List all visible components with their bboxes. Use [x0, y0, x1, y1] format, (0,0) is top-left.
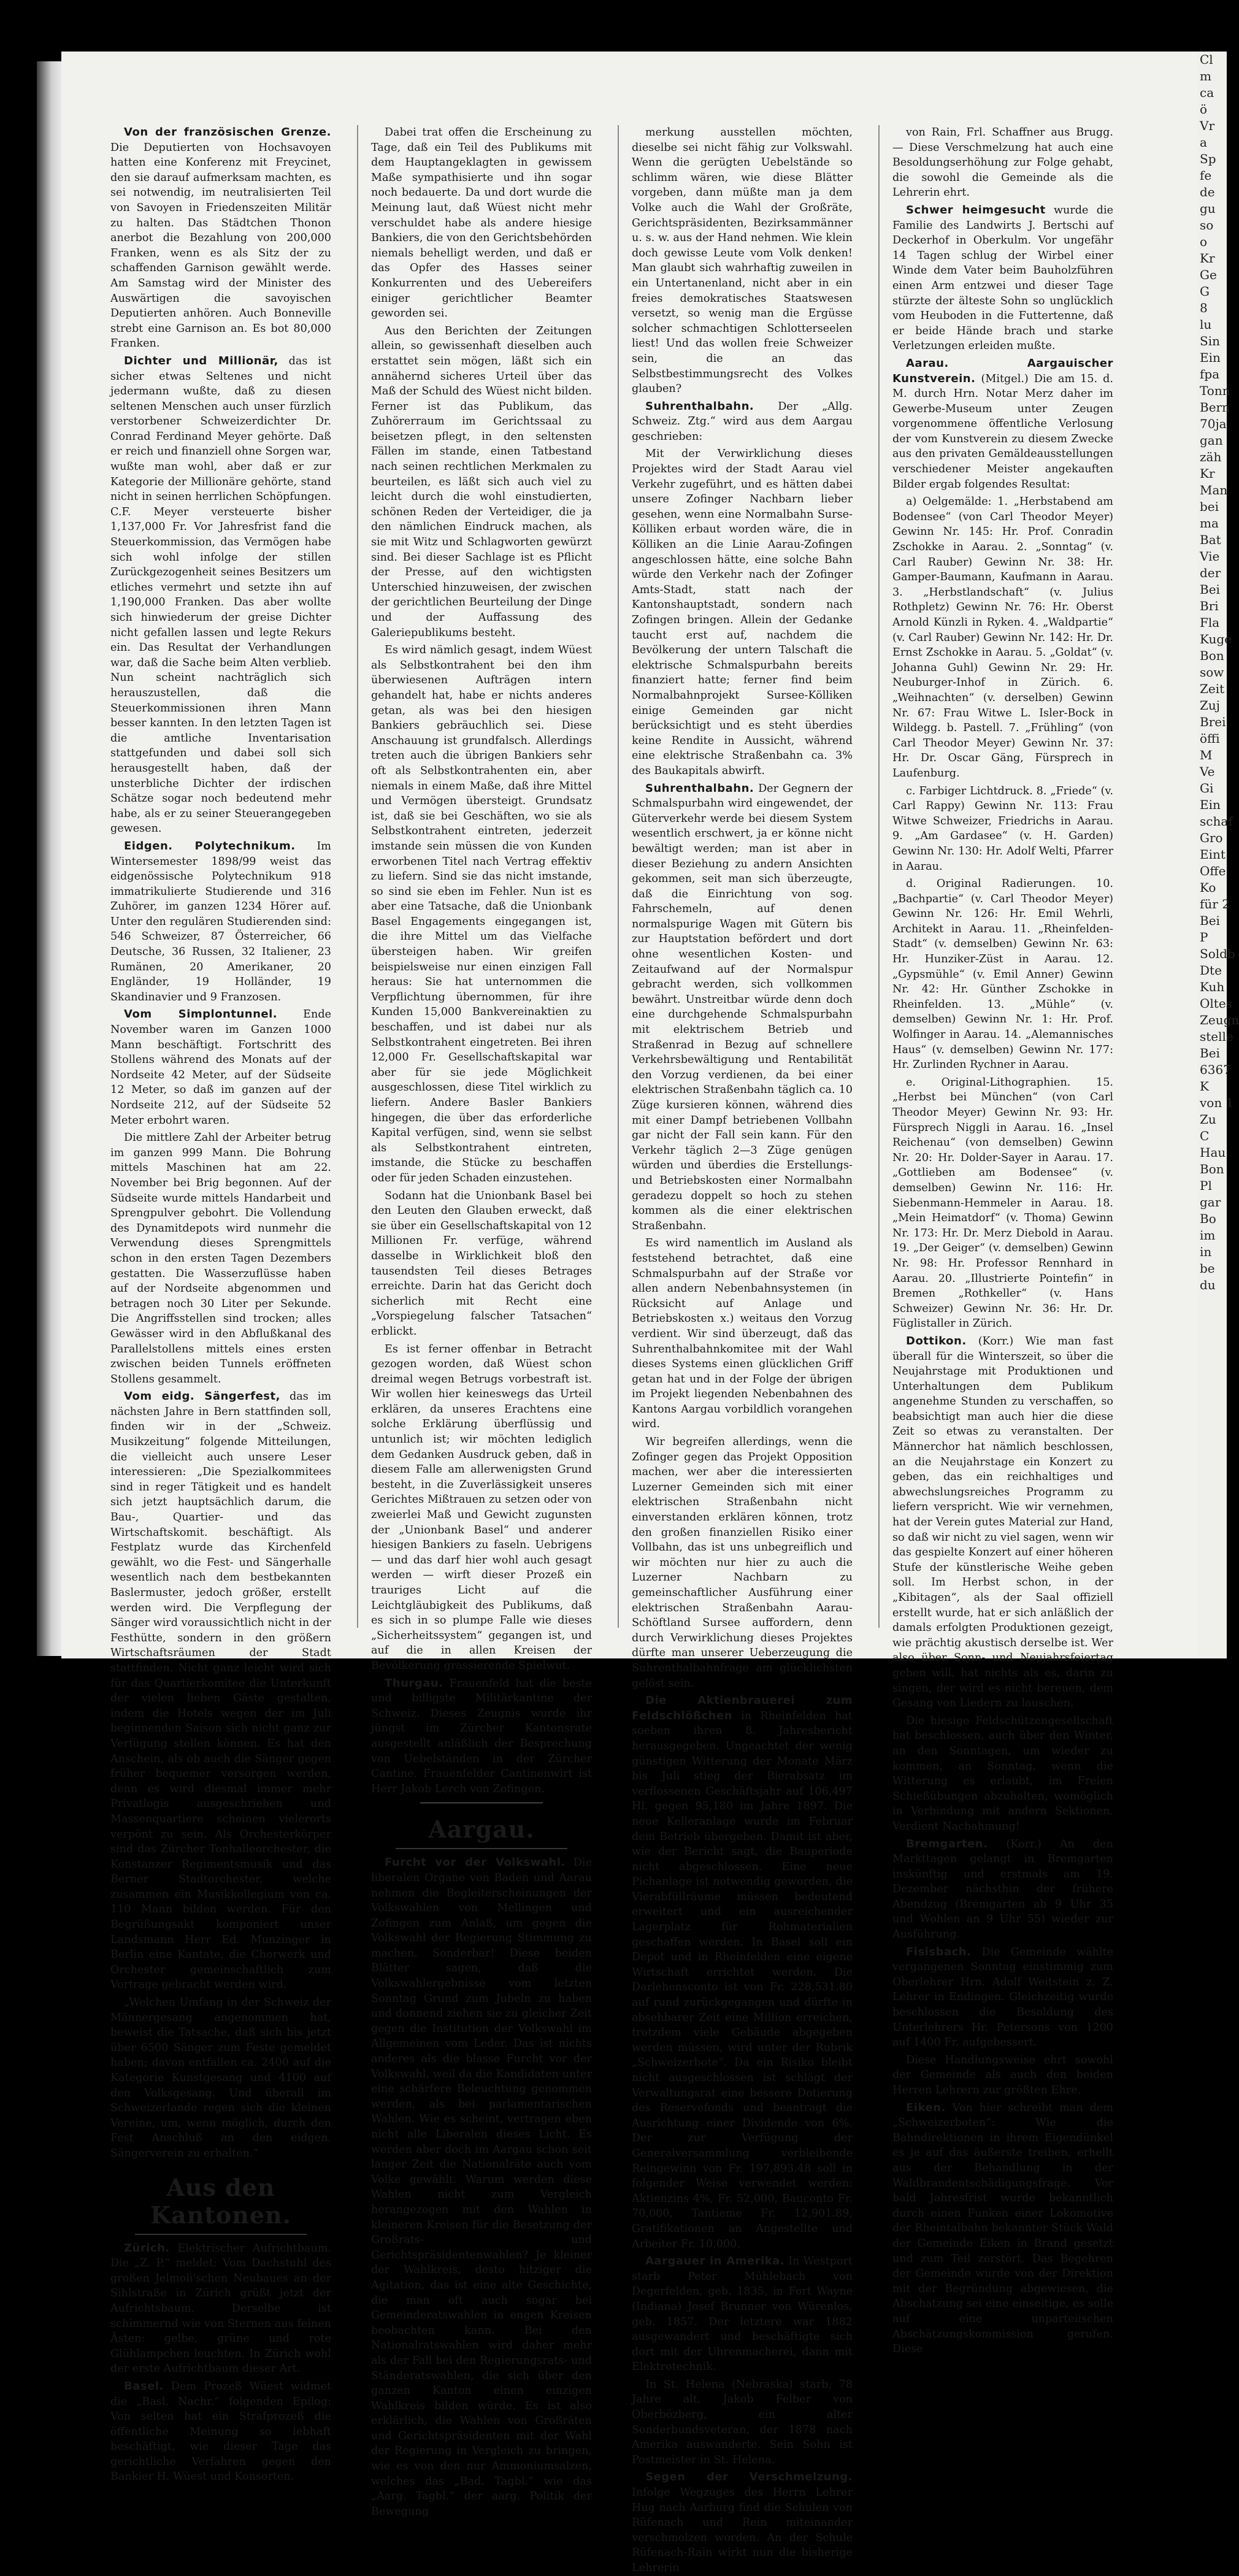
next-page-text-fragment: Fla — [1200, 615, 1220, 630]
next-page-text-fragment: Gi — [1200, 781, 1214, 795]
next-page-text-fragment: fpa — [1200, 367, 1220, 381]
article — [110, 125, 331, 351]
column-rule — [618, 125, 619, 1628]
next-page-text-fragment: Ein — [1200, 797, 1221, 812]
article-text: Infolge Wegzuges des Herrn Lehrer Hug nach Aarburg find die Schulen von Rüfenach und Rein miteinander verschmolzen worden. An der Schule Rüfenach-Rain wirkt nun die bisherige Lehrerin — [632, 2486, 853, 2574]
next-page-text-fragment: K — [1200, 1079, 1209, 1094]
next-page-text-fragment: de — [1200, 185, 1215, 199]
next-page-text-fragment: Offe — [1200, 864, 1226, 878]
next-page-text-fragment: Bei — [1200, 913, 1220, 928]
next-page-text-fragment: Sp — [1200, 151, 1216, 166]
article-text: Im Wintersemester 1898/99 weist das eidgenössische Polytechnikum 918 immatrikulierte Studierende und 316 Zuhörer, im ganzen 1234 Hörer auf. Unter den regulären Studierenden sind: 546 Schweizer, 87 Österreicher, 66 Deutsche, 36 Russen, 32 Italiener, 23 Rumänen, 20 Amerikaner, 20 Engländer, 19 Holländer, 19 Skandinavier und 9 Franzosen. — [110, 840, 331, 1003]
next-page-text-fragment: bei — [1200, 499, 1219, 514]
next-page-text-fragment: ca — [1200, 85, 1214, 100]
next-page-text-fragment: Vie — [1200, 549, 1220, 564]
next-page-text-fragment: Zeit — [1200, 681, 1225, 696]
next-page-text-fragment: o — [1200, 234, 1208, 249]
article — [632, 399, 853, 445]
next-page-text-fragment: G — [1200, 284, 1210, 299]
next-page-text-fragment: 6367 — [1200, 1062, 1231, 1077]
article-text: Es wird namentlich im Ausland als feststehend betrachtet, daß eine Schmalspurbahn auf der Straße vor allen andern Nebenbahnsystemen (in Rücksicht auf Anlage und Betriebskosten x.) weitaus den Vorzug verdient. Wir sind überzeugt, daß das Suhrenthalbahnkomitee mit der Wahl dieses Systems einen glücklichen Griff getan hat und in der Folge der übrigen im Projekt liegenden Nebenbahnen des Kantons Aargau vorbildlich vorangehen wird. — [632, 1237, 853, 1431]
next-page-text-fragment: 70ja — [1200, 416, 1227, 431]
next-page-text-fragment: Kr — [1200, 251, 1215, 266]
article-text: Von hier schreibt man dem „Schweizerboten“: Wie die Bahndirektionen in ihrem Eigendünkel es je auf das äußerste treiben, erhellt aus der Behandlung in der Waldbrandentschädigungsfrage. Vor bald Jahresfrist wurde bekanntlich durch einen Funken einer Lokomotive der Rheintalbahn bekannter Stück Wald der Gemeinde Eiken in Brand gesetzt und zum Teil zerstört. Das Begehren der Gemeinde wurde von der Direktion mit der Begründung abgewiesen, die Abschatzung sei eine einseitige, es solle auf eine unparteiischen Abschätzungskommission gerufen. Diese — [892, 2101, 1113, 2356]
column-3 — [632, 125, 853, 2574]
article-headline: Segen der Verschmelzung. — [645, 2471, 853, 2484]
article — [892, 2101, 1113, 2357]
next-page-text-fragment: gar — [1200, 1195, 1221, 1209]
article-text: Wir begreifen allerdings, wenn die Zofinger gegen das Projekt Opposition machen, wer aber die interessierten Luzerner Gemeinden sich mit einer elektrischen Straßenbahn nicht einverstanden erklären können, trotz den großen finanziellen Risiko einer Vollbahn, das ist uns unbegreiflich und wir möchten nur hier zu auch die Luzerner Nachbarn zu gemeinschaftlicher Ausführung einer elektrischen Straßenbahn Aarau-Schöftland Sursee auffordern, denn durch Verwirklichung dieses Projektes dürfte man unserer Ueberzeugung die Suhrenthalbahnfrage am glücklichsten gelöst sein. — [632, 1436, 853, 1690]
article-headline: Schwer heimgesucht — [906, 203, 1046, 217]
article-text: in Rheinfelden hat soeben ihren 8. Jahresbericht herausgegeben. Ungeachtet der wenig günstigen Witterung der Monate März bis Juli stieg der Bierabsatz im verflossenen Geschäftsjahr auf 106,497 Hl. gegen 95,180 im Jahre 1897. Die neue Kelleranlage wurde im Februar dem Betrieb übergeben. Damit ist aber, wie der Bericht sagt, die Bauperiode nicht abgeschlossen. Eine neue Pichanlage ist notwendig geworden, die Vierabfüllräume müssen bedeutend erweitert und ein ausreichender Lagerplatz für Rohmaterialien geschaffen werden. In Basel soll ein Depot und in Rheinfelden eine eigene Wirtschaft errichtet werden. Die Darlehensconto ist von Fr. 228,531.80 auf rund zurückgegangen und dürfte in absehbarer Zeit eine Million erreichen, trotzdem viele Gebäude abgegeben werden müssen, wird unter der Rubrik „Schweizerbote“. Da ein Risiko bleibt nicht ausgeschlossen ist schlägt der Verwaltungsrat eine bessere Dotierung des Reservefonds und beantragt die Ausrichtung einer Dividende von 6%. Der zur Verfügung der Generalversammlung verbleibende Reingewinn von Fr. 197,893.48 soll in folgender Weise verwendet werden: Aktienzins 4%, Fr. 52,000, Bauconto Fr. 70,000, Tantieme Fr. 12,901.89, Gratifikationen an Angestellte und Arbeiter Fr. 10,000. — [632, 1709, 853, 2250]
next-page-text-fragment: Soldb — [1200, 946, 1235, 961]
article-text: Mit der Verwirklichung dieses Projektes wird der Stadt Aarau viel Verkehr zugeführt, und es hätten dabei unsere Zofinger Nachbarn lieber gesehen, wenn eine Normalbahn Surse-Kölliken erbaut worden wäre, die in Kölliken an die Linie Aarau-Zofingen angeschlossen hätte, eine solche Bahn würde den Verkehr nach der Zofinger Amts-Stadt, statt nach der Kantonshauptstadt, sondern nach Zofingen bringen. Allein der Gedanke taucht erst auf, nachdem die Bevölkerung der untern Talschaft die elektrische Schmalspurbahn bereits finanziert hatte; ferner find beim Normalbahnprojekt Sursee-Kölliken einige Gemeinden gar nicht berücksichtigt und es steht überdies keine Rendite in Aussicht, während eine elektrische Straßenbahn ca. 3% des Baukapitals abwirft. — [632, 448, 853, 777]
next-page-text-fragment: Oltes — [1200, 996, 1232, 1011]
article-text: Sodann hat die Unionbank Basel bei den Leuten den Glauben erweckt, daß sie über ein Gesellschaftskapital von 12 Millionen Fr. verfüge, während dasselbe in Wirklichkeit bloß den tausendsten Teil dieses Betrages erreichte. Darin hat das Gericht doch sicherlich mit Recht eine „Vorspiegelung falscher Tatsachen“ erblickt. — [371, 1189, 592, 1338]
next-page-text-fragment: schaf — [1200, 814, 1233, 829]
next-page-text-fragment: ö — [1200, 102, 1208, 117]
next-page-text-fragment: Dte — [1200, 963, 1222, 978]
article-text: d. Original Radierungen. 10. „Bachpartie“ (v. Carl Theodor Meyer) Gewinn Nr. 126: Hr. Emil Wehrli, Architekt in Aarau. 11. „Rheinfelden-Stadt“ (v. demselben) Gewinn Nr. 63: Hr. Hunziker-Züst in Aarau. 12. „Gypsmühle“ (v. Emil Anner) Gewinn Nr. 42: Hr. Günther Zschokke in Rheinfelden. 13. „Mühle“ (v. demselben) Gewinn Nr. 1: Hr. Prof. Wolfinger in Aarau. 14. „Alemannisches Haus“ (v. demselben) Gewinn Nr. 177: Hr. Zurlinden Rychner in Aarau. — [892, 878, 1113, 1071]
next-page-text-fragment: der — [1200, 565, 1221, 580]
article-headline: Suhrenthalbahn. — [645, 399, 754, 413]
next-page-text-fragment: Zuj — [1200, 698, 1220, 713]
article-headline: Bremgarten. — [906, 1837, 988, 1850]
next-page-text-fragment: Bo — [1200, 1211, 1216, 1226]
article — [371, 1855, 592, 2519]
next-page-text-fragment: stelle — [1200, 1029, 1233, 1044]
next-page-text-fragment: Bat — [1200, 532, 1221, 547]
next-page-text-fragment: du — [1200, 1278, 1216, 1292]
article-text: Die hiesige Feldschützengesellschaft hat beschlossen, auch über den Winter, an den Sonntagen, um wieder zu kommen, an Sonntag, wenn die Witterung es erlaubt, im Freien Schießübungen abzuhalten, womöglich in Verbindung mit andern Sektionen. Verdient Nachahmung! — [892, 1714, 1113, 1833]
next-page-text-fragment: M — [1200, 748, 1213, 762]
column-4 — [892, 125, 1114, 2356]
next-page-text-fragment: Cl — [1200, 52, 1213, 67]
article-text: a) Oelgemälde: 1. „Herbstabend am Bodensee“ (von Carl Theodor Meyer) Gewinn Nr. 145: Hr. Prof. Conradin Zschokke in Aarau. 2. „Sonntag“ (v. Carl Rauber) Gewinn Nr. 38: Hr. Gamper-Baumann, Kaufmann in Aarau. 3. „Herbstlandschaft“ (v. Julius Rothpletz) Gewinn Nr. 76: Hr. Oberst Arnold Künzli in Ryken. 4. „Waldpartie“ (v. Carl Rauber) Gewinn Nr. 142: Hr. Dr. Ernst Zschokke in Aarau. 5. „Goldat“ (v. Johanna Guhl) Gewinn Nr. 29: Hr. Neuburger-Inhof in Zürich. 6. „Weihnachten“ (v. derselben) Gewinn Nr. 67: Frau Witwe L. Isler-Bock in Wildegg. b. Pastell. 7. „Frühling“ (von Carl Theodor Meyer) Gewinn Nr. 37: Hr. Dr. Oscar Gäng, Fürsprech in Laufenburg. — [892, 496, 1113, 780]
next-page-text-fragment: Brei — [1200, 715, 1226, 729]
next-page-text-fragment: C — [1200, 1129, 1210, 1143]
next-page-text-fragment: Bon — [1200, 1162, 1224, 1176]
article-text: das im nächsten Jahre in Bern stattfinden soll, finden wir in der „Schweiz. Musikzeitung“ folgende Mitteilungen, die vielleicht auch unsere Leser interessieren: „Die Spezialkommitees sind in reger Tätigkeit und es handelt sich jetzt hauptsächlich darum, die Bau-, Quartier- und das Wirtschaftskomit. beschäftigt. Als Festplatz wurde das Kirchenfeld gewählt, wo die Fest- und Sängerhalle wesentlich nach dem bestbekannten Baslermuster, jedoch größer, erstellt werden wird. Die Verpflegung der Sänger wird voraussichtlich nicht in der Festhütte, sondern in den größern Wirtschaftsräumen der Stadt stattfinden. Nicht ganz leicht wird sich für das Quartierkomitee die Unterkunft der vielen lieben Gäste gestalten, indem die Hotels wegen der im Juli beginnenden Saison sich nicht ganz zur Verfügung stellen können. Es hat den Anschein, als ob auch die Sänger gegen früher bequemer versorgen werden, denn es wird diesmal immer mehr Privatlogis ausgeschrieben und Massenquartiere scheinen vielerorts verpönt zu sein. Als Orchesterkörper sind das Zürcher Tonhalleorchester, die Konstanzer Regimentsmusik und das Berner Stadtorchester, welche zusammen ein Musikkollegium von ca. 110 Mann bilden werden. Für den Begrüßungsakt komponiert unser Landsmann Herr Ed. Munzinger in Berlin eine Kantate, die Chorwerk und Orchester gemeinschaftlich zum Vortrage gebracht werden wird. — [110, 1390, 332, 1991]
next-page-text-fragment: m — [1200, 69, 1211, 83]
section-title: Aargau. — [428, 1815, 535, 1844]
article-headline: Eidgen. Polytechnikum. — [124, 839, 296, 853]
article-headline: Fisisbach. — [906, 1945, 972, 1958]
article-text: (Korr.) Wie man fast überall für die Winterszeit, so über die Neujahrstage mit Produktionen und Unterhaltungen dem Publikum angenehme Stunden zu verschaffen, so beabsichtigt man auch hier die diese Zeit so etwas zu veranstalten. Der Männerchor hat nämlich beschlossen, an die Neujahrstage ein Konzert zu geben, das ein reichhaltiges und abwechslungsreiches Programm zu liefern verspricht. Wie wir vernehmen, hat der Verein gutes Material zur Hand, so daß wir nicht zu viel sagen, wenn wir das gespielte Konzert auf einer höheren Stufe der künstlerische Weihe geben soll. Im Herbst schon, in der „Kibitagen“, als der Saal offiziell erstellt wurde, hat er sich anläßlich der damals erfolgten Produktionen gezeigt, wie prächtig akustisch derselbe ist. Wer also über Sonn- und Neujahrsfeiertag geben will, hat nichts als es, darin zu singen, der wird es nicht bereuen, dem Gesang von Liedern zu lauschen. — [892, 1335, 1114, 1710]
next-page-text-fragment: für 2 — [1200, 897, 1230, 911]
article-headline: Vom eidg. Sängerfest, — [124, 1390, 280, 1403]
article-text: Die mittlere Zahl der Arbeiter betrug im ganzen 999 Mann. Die Bohrung mittels Maschinen hat am 22. November bei Brig begonnen. Auf der Südseite wurde mittels Handarbeit und Sprengpulver gebohrt. Die Vollendung des Dynamitdepots wird nunmehr die Verwendung dieses Sprengmittels schon in den ersten Tagen Dezembers gestatten. Die Wasserzuflüsse haben auf der Nordseite abgenommen und betragen noch 30 Liter per Sekunde. Die Angriffsstellen sind trocken; alles Gewässer wird in den Abflußkanal des Parallelstollens mittels eines ersten zwischen beiden Tunnels eröffneten Stollens gesammelt. — [110, 1132, 331, 1386]
next-page-text-fragment: im — [1200, 1228, 1216, 1243]
column-rule — [357, 125, 358, 1628]
article-text: Die liberalen Organe von Baden und Aarau nehmen die Begleiterscheinungen der Volkswahlen von Mellingen und Zofingen zum Anlaß, um gegen die Volkswahl der Regierung Stimmung zu machen. Sonderbar! Diese beiden Blätter sagen, daß die Volkswahlergebnisse vom letzten Sonntag Grund zum Jubeln zu haben und donnend ziehen sie zu gleicher Zeit gegen die Institution der Volkswahl im Allgemeinen vom Leder. Das ist nichts anderes als die blasse Furcht vor der Volkswahl, weil da die Kandidaten unter eine schärfere Beleuchtung genommen werden, als bei parlamentarischen Wahlen. Wie es scheint, vertragen eben nicht alle Liberalen dieses Licht. Es werden aber doch im Aargau schon seit langer Zeit die Nationalräte auch vom Volke gewählt. Warum werden diese Wahlen nicht zum Vergleich herangezogen mit den Wahlen in kleineren Kreisen für die Besetzung der Großrats- und Gerichtspräsidentenwahlen? Je kleiner der Wahlkreis, desto hitziger die Agitation, das ist eine alte Geschichte, die man oft auch sogar bei Gemeinderatswahlen in engen Kreisen beobachten kann. Bei den Nationalratswahlen wird daher mehr als der Fall bei den Regierungsrats- und Ständeratswahlen, die sich über den ganzen Kanton einen einzigen Wahlkreis bilden würde. Es ist also erklärlich, die Wahlen von Großräten und Gerichtspräsidenten mit der Wahl der Regierung in Vergleich zu bringen, wie es von den nur Ammoniumsalzen, welches das „Bad. Tagbl.“ wie das „Aarg. Tagbl.“ der aarg. Politik der Bewegung — [371, 1857, 592, 2518]
article-text: Diese Handlungsweise ehrt sowohl der Gemeinde als auch den beiden Herren Lehrern zur größten Ehre. — [892, 2053, 1113, 2096]
next-page-text-fragment: Kuh — [1200, 979, 1225, 994]
next-page-text-fragment: zäh — [1200, 450, 1222, 464]
article-text: In Westport starb Peter Mühlebach von Degerfelden, geb. 1835, in Fort Wayne (Indiana) Josef Brunner von Würenlos, geb. 1857. Der letztere war 1882 ausgewandert und beschäftigte sich dort mit der Uhrenmacherei, dann mit Elektrotechnik. — [632, 2255, 853, 2374]
section-title: Aus den Kantonen. — [150, 2173, 291, 2229]
next-page-text-fragment: 8 — [1200, 301, 1208, 315]
column-1 — [110, 125, 332, 2483]
article-headline: Aarau. Aargauischer Kunstverein. — [892, 356, 1113, 385]
article-headline: Suhrenthalbahn. — [645, 781, 754, 795]
next-page-text-fragment: Ge — [1200, 267, 1217, 282]
article-headline: Vom Simplontunnel. — [124, 1008, 278, 1021]
article-text: (Korr.) An den Markttagen gelangt in Bremgarten inskünftig und erstmals am 19. Dezember nächsthin der frühere Abendzug (Bremgarten ab 9 Uhr 35 und Wohlen an 9 Uhr 55) wieder zur Ausführung. — [892, 1838, 1113, 1941]
next-page-text-fragment: Bon — [1200, 648, 1224, 663]
article — [110, 839, 331, 1005]
column-rule — [878, 125, 880, 1628]
article-text: wurde die Familie des Landwirts J. Bertschi auf Deckerhof in Oberkulm. Vor ungefähr 14 Tagen schlug der Wirbel einer Winde dem Vater beim Bauholzführen einen Arm entzwei und dieser Tage stürzte der älteste Sohn so unglücklich vom Heuboden in die Futtertenne, daß er beide Hände brach und starke Verletzungen erleiden mußte. — [892, 204, 1113, 353]
next-page-text-fragment: Vr — [1200, 118, 1215, 133]
next-page-text-fragment: lu — [1200, 317, 1212, 332]
next-page-text-fragment: Bei — [1200, 582, 1220, 597]
article-text: Die Gemeinde wählte vergangenen Sonntag einstimmig zum Oberlehrer Hrn. Adolf Weitstein z. Z. Lehrer in Endingen. Gleichzeitig wurde beschlossen die Besoldung des Unterlehrers Hr. Petersons von 1200 auf 1400 Fr. aufgebessert. — [892, 1945, 1114, 2049]
article — [892, 1945, 1113, 2050]
article — [371, 1676, 592, 1797]
article — [632, 781, 853, 1234]
article — [892, 203, 1113, 354]
article-text: „Welchen Umfang in der Schweiz der Männergesang angenommen hat, beweist die Tatsache, daß sich bis jetzt über 6500 Sänger zum Feste gemeldet haben; davon entfallen ca. 2400 auf die Kategorie Kunstgesang und 4100 auf den Volksgesang. Und überall im Schweizerlande regen sich die kleinen Vereine, um, wenn möglich, durch den Fest Anschluß an den eidgen. Sängerverein zu erhalten.“ — [110, 1996, 331, 2160]
next-page-text-fragment: Ve — [1200, 764, 1215, 779]
previous-page-edge — [37, 61, 61, 1656]
next-page-text-fragment: Zeugn — [1200, 1013, 1239, 1027]
next-page-text-fragment: sow — [1200, 665, 1224, 680]
next-page-text-fragment: Eint — [1200, 847, 1226, 862]
article-text: merkung ausstellen möchten, dieselbe sei nicht fähig zur Volkswahl. Wenn die gerügten Uebelstände so schlimm wären, wie diese Blätter vorgeben, dann müßte man ja dem Volke auch die Wahl der Großräte, Gerichtspräsidenten, Bezirksammänner u. s. w. aus der Hand nehmen. Wie klein doch gewisse Leute vom Volk denken! Man glaubt sich wahrhaftig zuweilen in ein Untertanenland, nicht aber in ein freies demokratisches Staatswesen versetzt, so wenig man die Ergüsse solcher schmachtigen Schlotterseelen liest! Und das wollen freie Schweizer sein, die an das Selbstbestimmungsrecht des Volkes glauben? — [632, 126, 853, 396]
next-page-text-fragment: gu — [1200, 201, 1216, 216]
article — [110, 2379, 331, 2485]
article-headline: Aargauer in Amerika. — [645, 2255, 785, 2268]
article-headline: Basel. — [124, 2379, 164, 2393]
next-page-text-fragment: ma — [1200, 516, 1219, 531]
section-divider — [396, 1848, 567, 1849]
next-page-text-fragment: Man — [1200, 483, 1228, 497]
article — [892, 356, 1113, 492]
article-text: Frauenfeld hat die beste und billigste Militärkantine der Schweiz. Dieses Zeugnis wurde ihr jüngst im Zürcher Kantonsrate ausgestellt anläßlich der Besprechung von Uebelständen in der Zürcher Cantine. Frauenfelder Cantinenwirt ist Herr Jakob Lerch von Zofingen. — [371, 1677, 593, 1795]
article-headline: Thurgau. — [385, 1676, 443, 1690]
next-page-text-fragment: Bri — [1200, 599, 1219, 613]
article-text: e. Original-Lithographien. 15. „Herbst bei München“ (von Carl Theodor Meyer) Gewinn Nr. 93: Hr. Fürsprech Niggli in Aarau. 16. „Insel Reichenau“ (von demselben) Gewinn Nr. 20: Hr. Dolder-Sayer in Aarau. 17. „Gottlieben am Bodensee“ (v. demselben) Gewinn Nr. 116: Hr. Siebenmann-Hemmeler in Aarau. 18. „Mein Heimatdorf“ (v. Thoma) Gewinn Nr. 173: Hr. Dr. Merz Diebold in Aarau. 19. „Der Geiger“ (v. demselben) Gewinn Nr. 98: Hr. Professor Rennhard in Aarau. 20. „Illustrierte Pointefin“ in Bremen „Rothkeller“ (v. Hans Schweizer) Gewinn Nr. 36: Hr. Dr. Füglistaller in Zürich. — [892, 1076, 1113, 1330]
article-text: von Rain, Frl. Schaffner aus Brugg. — Diese Verschmelzung hat auch eine Besoldungserhöhung zur Folge gehabt, die sowohl die Gemeinde als die Lehrerin ehrt. — [892, 126, 1113, 199]
article-text: Der „Allg. Schweiz. Ztg.“ wird aus dem Aargau geschrieben: — [632, 400, 853, 443]
article — [632, 2254, 853, 2375]
article-text: Dabei trat offen die Erscheinung zu Tage, daß ein Teil des Publikums mit dem Hauptangeklagten in gewissem Maße sympathisierte und ihn sogar noch bedauerte. Da und dort wurde die Meinung laut, daß Wüest nicht mehr verschuldet habe als andere hiesige Bankiers, die von den Gerichtsbehörden niemals behelligt werden, und daß er das Opfer des Hasses seiner Konkurrenten und des Uebereifers einiger gerichtlicher Beamter geworden sei. — [371, 126, 592, 320]
article-text: In St. Helena (Nebraska) starb, 78 Jahre alt, Jakob Felber von Oberbözberg, ein alter Sonderbundsveteran, der 1878 nach Amerika auswanderte. Sein Sohn ist Postmeister in St. Helena. — [632, 2378, 853, 2466]
article — [110, 2241, 331, 2377]
article-headline: Die Aktienbrauerei zum Feldschlößchen — [632, 1694, 853, 1722]
next-page-text-fragment: gan — [1200, 433, 1223, 448]
next-page-text-fragment: P — [1200, 930, 1208, 945]
newspaper-page — [61, 52, 1197, 2574]
article-text: Ende November waren im Ganzen 1000 Mann beschäftigt. Fortschritt des Stollens während des Monats auf der Nordseite 42 Meter, auf der Südseite 12 Meter, so daß im ganzen auf der Nordseite 212, auf der Südseite 52 Meter erbohrt waren. — [110, 1008, 331, 1127]
next-page-text-fragment: Kr — [1200, 466, 1215, 481]
next-page-text-fragment: Sin — [1200, 334, 1220, 348]
column-2 — [371, 125, 593, 2518]
next-page-text-fragment: öffi — [1200, 731, 1220, 746]
next-page-text-fragment: fe — [1200, 168, 1212, 183]
article-text: Es ist ferner offenbar in Betracht gezogen worden, daß Wüest schon dreimal wegen Betrugs vorbestraft ist. Wir wollen hier keineswegs das Urteil erklären, da unseres Erachtens eine solche Erklärung überflüssig und untunlich ist; wir möchten lediglich dem Gedanken Ausdruck geben, daß in diesem Falle am allerwenigsten Grund besteht, in die Zuverlässigkeit unseres Gerichtes Mißtrauen zu setzen oder von zweierlei Maß und Gewicht zugunsten der „Unionbank Basel“ und anderer hiesigen Bankiers zu faseln. Uebrigens — und das darf hier wohl auch gesagt werden — wirft dieser Prozeß ein trauriges Licht auf die Leichtgläubigkeit des Publikums, daß es sich in so plumpe Falle wie dieses „Sicherheitssystem“ gegangen ist, und auf die in allen Kreisen der Bevölkerung grassierende Spielwut. — [371, 1343, 592, 1672]
article-text: Elektrischer Aufrichtbaum. Die „Z. P.“ meldet: Vom Dachstuhl des großen Jelmoli'schen Neubaues an der Sihlstraße in Zürich grüßt jetzt der Aufrichtsbaum. Derselbe ist schimmernd wie von Sternen aus feinen Ästen: gelbe, grüne und rote Glühlampchen leuchten. In Zürich wohl der erste Aufrichtbaum dieser Art. — [110, 2242, 332, 2375]
article-headline: Furcht vor der Volkswahl. — [385, 1856, 566, 1869]
article-headline: Von der französischen Grenze. — [124, 126, 331, 139]
article — [632, 2470, 853, 2575]
next-page-text-fragment: in — [1200, 1244, 1212, 1259]
article-headline: Dottikon. — [906, 1334, 967, 1347]
next-page-text-fragment: Bei — [1200, 1046, 1220, 1060]
article-headline: Eiken. — [906, 2101, 946, 2114]
article — [632, 1693, 853, 2252]
section-divider — [135, 2234, 307, 2235]
next-page-text-fragment: Ko — [1200, 880, 1216, 895]
article-headline: Zürich. — [124, 2241, 170, 2255]
next-page-text-fragment: Hau — [1200, 1145, 1226, 1160]
next-page-text-fragment: Tonn — [1200, 383, 1230, 398]
next-page-text-fragment: von 1 — [1200, 1095, 1234, 1110]
next-page-text-fragment: be — [1200, 1261, 1215, 1276]
article — [892, 1837, 1113, 1942]
article-text: Die Deputierten von Hochsavoyen hatten eine Konferenz mit Freycinet, den sie darauf aufmerksam machten, es sei notwendig, im neutralisierten Teil von Savoyen in Friedenszeiten Militär zu halten. Das Städtchen Thonon anerbot die Bezahlung von 200,000 Franken, wenn es als Sitz der zu schaffenden Garnison gewählt werde. Am Samstag wird der Minister des Auswärtigen die savoyischen Deputierten anhören. Auch Bonneville strebt eine Garnison an. Es bot 80,000 Franken. — [110, 141, 331, 350]
next-page-text-fragment: Pl — [1200, 1178, 1212, 1193]
next-page-text-fragment: Ein — [1200, 350, 1221, 365]
next-page-text-fragment: Zu — [1200, 1112, 1216, 1127]
next-page-text-fragment: a — [1200, 135, 1207, 150]
article-text: (Mitgel.) Die am 15. d. M. durch Hrn. Notar Merz daher im Gewerbe-Museum unter Zeugen vorgenommene öffentliche Verlosung der vom Kunstverein zu diesem Zwecke aus den privaten Gemäldeausstellungen verschiedener Meister angekauften Bilder ergab folgendes Resultat: — [892, 372, 1113, 491]
article-text: Es wird nämlich gesagt, indem Wüest als Selbstkontrahent bei den ihm überwiesenen Aufträgen intern gehandelt hat, habe er nichts anderes getan, als was bei den hiesigen Bankiers gebräuchlich sei. Diese Anschauung ist grundfalsch. Allerdings treten auch die übrigen Bankiers sehr oft als Selbstkontrahenten ein, aber niemals in einem Maße, daß ihre Mittel und Vermögen übersteigt. Grundsatz ist, daß sie bei Geschäften, wo sie als Selbstkontrahent eintreten, jederzeit imstande sein müssen die von Kunden erworbenen Titel nach Vertrag effektiv zu liefern. Sind sie das nicht imstande, so sind sie eben im Fehler. Nun ist es aber eine Tatsache, daß die Unionbank Basel Engagements eingegangen ist, die ihre Mittel um das Vielfache übersteigen haben. Wir greifen beispielsweise nur einen einzigen Fall heraus: Sie hat unternommen die Verpflichtung übernommen, für ihre Kunden 15,000 Bankvereinaktien zu beschaffen, und ist dabei nur als Selbstkontrahent eingetreten. Bei ihren 12,000 Fr. Gesellschaftskapital war aber für sie jede Möglichkeit ausgeschlossen, diese Titel wirklich zu liefern. Andere Basler Bankiers hingegen, die über das erforderliche Kapital verfügen, sind, wenn sie selbst als Selbstkontrahent eintreten, imstande, die Stücke zu beschaffen oder für jeden Schaden einzustehen. — [371, 644, 592, 1184]
next-page-text-fragment: Bern — [1200, 400, 1230, 415]
article — [110, 1007, 331, 1128]
article-text: c. Farbiger Lichtdruck. 8. „Friede“ (v. Carl Rappy) Gewinn Nr. 113: Frau Witwe Schweizer, Friedrichs in Aarau. 9. „Am Gardasee“ (v. H. Garden) Gewinn Nr. 130: Hr. Adolf Welti, Pfarrer in Aarau. — [892, 784, 1113, 873]
article-headline: Dichter und Millionär, — [124, 354, 278, 367]
article-text: Der Gegnern der Schmalspurbahn wird eingewendet, der Güterverkehr werde bei diesem System wesentlich erschwert, ja er könne nicht bewältigt werden; man ist aber in dieser Beziehung zu andern Ansichten gekommen, seit man sich überzeugte, daß die Einrichtung von sog. Fahrschemeln, auf denen normalspurige Wagen mit Gütern bis zur Hauptstation befördert und dort ohne wesentlichen Kosten- und Zeitaufwand auf der Normalspur gebracht werden, sich vollkommen bewährt. Unstreitbar würde denn doch eine durchgehende Schmalspurbahn mit elektrischem Betrieb und Straßenrad in Bezug auf schnellere Verkehrsbewältigung und Rentabilität den Vorzug verdienen, da bei einer elektrischen Straßenbahn täglich ca. 10 Züge kursieren können, während dies mit einer Dampf betriebenen Vollbahn gar nicht der Fall sein kann. Für den Verkehr täglich 2—3 Züge genügen würden und überdies die Erstellungs- und Betriebskosten einer Normalbahn geradezu doppelt so hoch zu stehen kommen als die einer elektrischen Straßenbahn. — [632, 782, 853, 1232]
article — [892, 1334, 1113, 1711]
article — [110, 1389, 331, 1993]
article-text: Dem Prozeß Wüest widmet die „Basl. Nachr.“ folgenden Epilog: Von selten hat ein Strafprozeß die öffentliche Meinung so lebhaft beschäftigt, wie dieser Tage das gerichtliche Verfahren gegen den Bankier H. Wüest und Konsorten. — [110, 2380, 331, 2483]
next-page-text-fragment: Gro — [1200, 830, 1223, 845]
next-page-text-fragment: Kuge — [1200, 632, 1232, 646]
article-text: das ist sicher etwas Seltenes und nicht jedermann wußte, daß zu diesen seltenen Menschen auch unser fürzlich verstorbener Schweizerdichter Dr. Conrad Ferdinand Meyer gehörte. Daß er reich und finanziell ohne Sorgen war, wußte man wohl, aber daß er zur Kategorie der Millionäre gehörte, stand nicht in seinen herrlichen Schöpfungen. C.F. Meyer versteuerte bisher 1,137,000 Fr. Vor Jahresfrist fand die Steuerkommission, das Vermögen habe sich wohl infolge der stillen Zurückgezogenheit seines Besitzers um etliches vermehrt und setzte ihn auf 1,190,000 Franken. Das aber wollte sich hinwiederum der greise Dichter nicht gefallen lassen und legte Rekurs ein. Das Resultat der Verhandlungen war, daß die Sache beim Alten verblieb. Nun scheint nachträglich sich herauszustellen, daß die Steuerkommissionen ihren Mann besser kannten. In den letzten Tagen ist die amtliche Inventarisation stattgefunden und dabei soll sich herausgestellt haben, daß der unsterbliche Dichter der irdischen Schätze sogar noch bedeutend mehr habe, als er zu seiner Steuerangegeben gewesen. — [110, 355, 331, 835]
article-text: Aus den Berichten der Zeitungen allein, so gewissenhaft dieselben auch erstattet sein mögen, läßt sich ein annähernd sicheres Urteil über das Maß der Schuld des Wüest nicht bilden. Ferner ist das Publikum, das Zuhörerraum im Gerichtssaal zu beisetzen pflegt, in den seltensten Fällen im stande, einen Tatbestand nach seinen rechtlichen Merkmalen zu beurteilen, es läßt sich auch viel zu leicht durch die wohl einstudierten, schönen Reden der Verteidiger, die ja den nämlichen Eindruck machen, als sie mit Witz und Schlagworten gewürzt sind. Bei dieser Sachlage ist es Pflicht der Presse, auf den wichtigsten Unterschied hinzuweisen, der zwischen der gerichtlichen Beurteilung der Dinge und der Auffassung des Galeriepublikums besteht. — [371, 324, 592, 639]
next-page-text-fragment: so — [1200, 218, 1214, 232]
next-page-fragment — [1197, 52, 1239, 1658]
article — [110, 354, 331, 837]
